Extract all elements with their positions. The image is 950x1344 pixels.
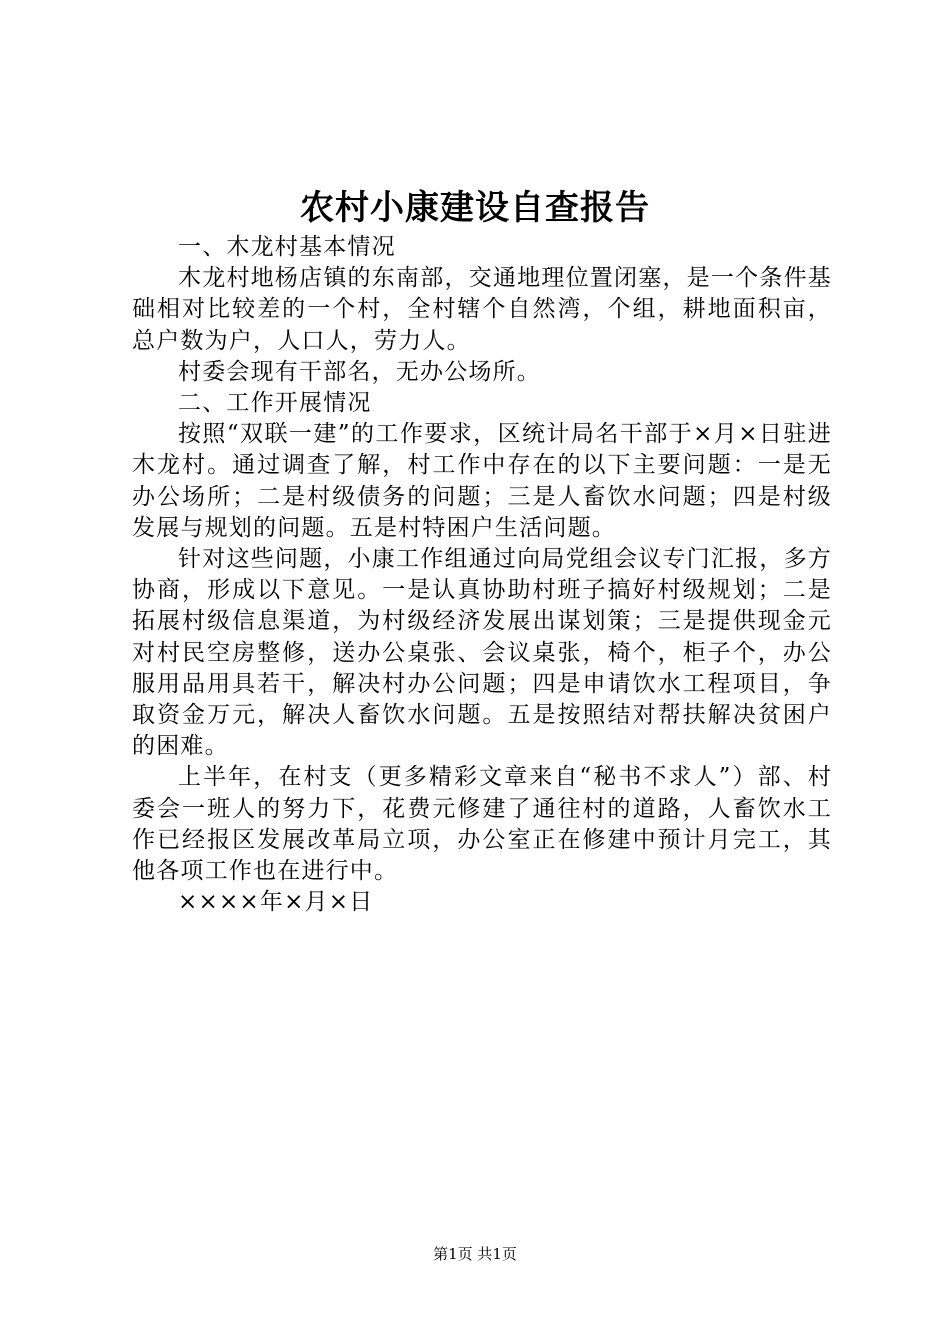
section-heading-work-progress: 二、工作开展情况 [178, 390, 372, 417]
section-heading-basic-info: 一、木龙村基本情况 [178, 234, 396, 260]
paragraph-solutions: 针对这些问题，小康工作组通过向局党组会议专门汇报，多方协商，形成以下意见。一是认真协助村班子搞好村级规划；二是拓展村级信息渠道，为村级经济发展出谋划策；三是提供现金元对村民空房整修，送办公桌张、会议桌张，椅个，柜子个，办公服用品用具若干，解决村办公问题；四是申请饮水工程项目，争取资金万元，解决人畜饮水问题。五是按照结对帮扶解决贫困户的困难。 [132, 546, 832, 760]
document-title: 农村小康建设自查报告 [300, 188, 650, 228]
page-number-footer: 第1页 共1页 [433, 1245, 517, 1263]
document-date: ××××年×月×日 [178, 889, 374, 916]
paragraph-village-committee: 村委会现有干部名，无办公场所。 [178, 358, 541, 385]
paragraph-village-overview: 木龙村地杨店镇的东南部，交通地理位置闭塞，是一个条件基础相对比较差的一个村，全村辖个自然湾，个组，耕地面积亩，总户数为户，人口人，劳力人。 [132, 265, 832, 354]
paragraph-main-problems: 按照“双联一建”的工作要求，区统计局名干部于×月×日驻进木龙村。通过调查了解，村工作中存在的以下主要问题：一是无办公场所；二是村级债务的问题；三是人畜饮水问题；四是村级发展与规划的问题。五是村特困户生活问题。 [132, 421, 832, 541]
document-body [132, 232, 832, 918]
paragraph-first-half-progress: 上半年，在村支（更多精彩文章来自“秘书不求人”）部、村委会一班人的努力下，花费元修建了通往村的道路，人畜饮水工作已经报区发展改革局立项，办公室正在修建中预计月完工，其他各项工作也在进行中。 [132, 764, 832, 885]
